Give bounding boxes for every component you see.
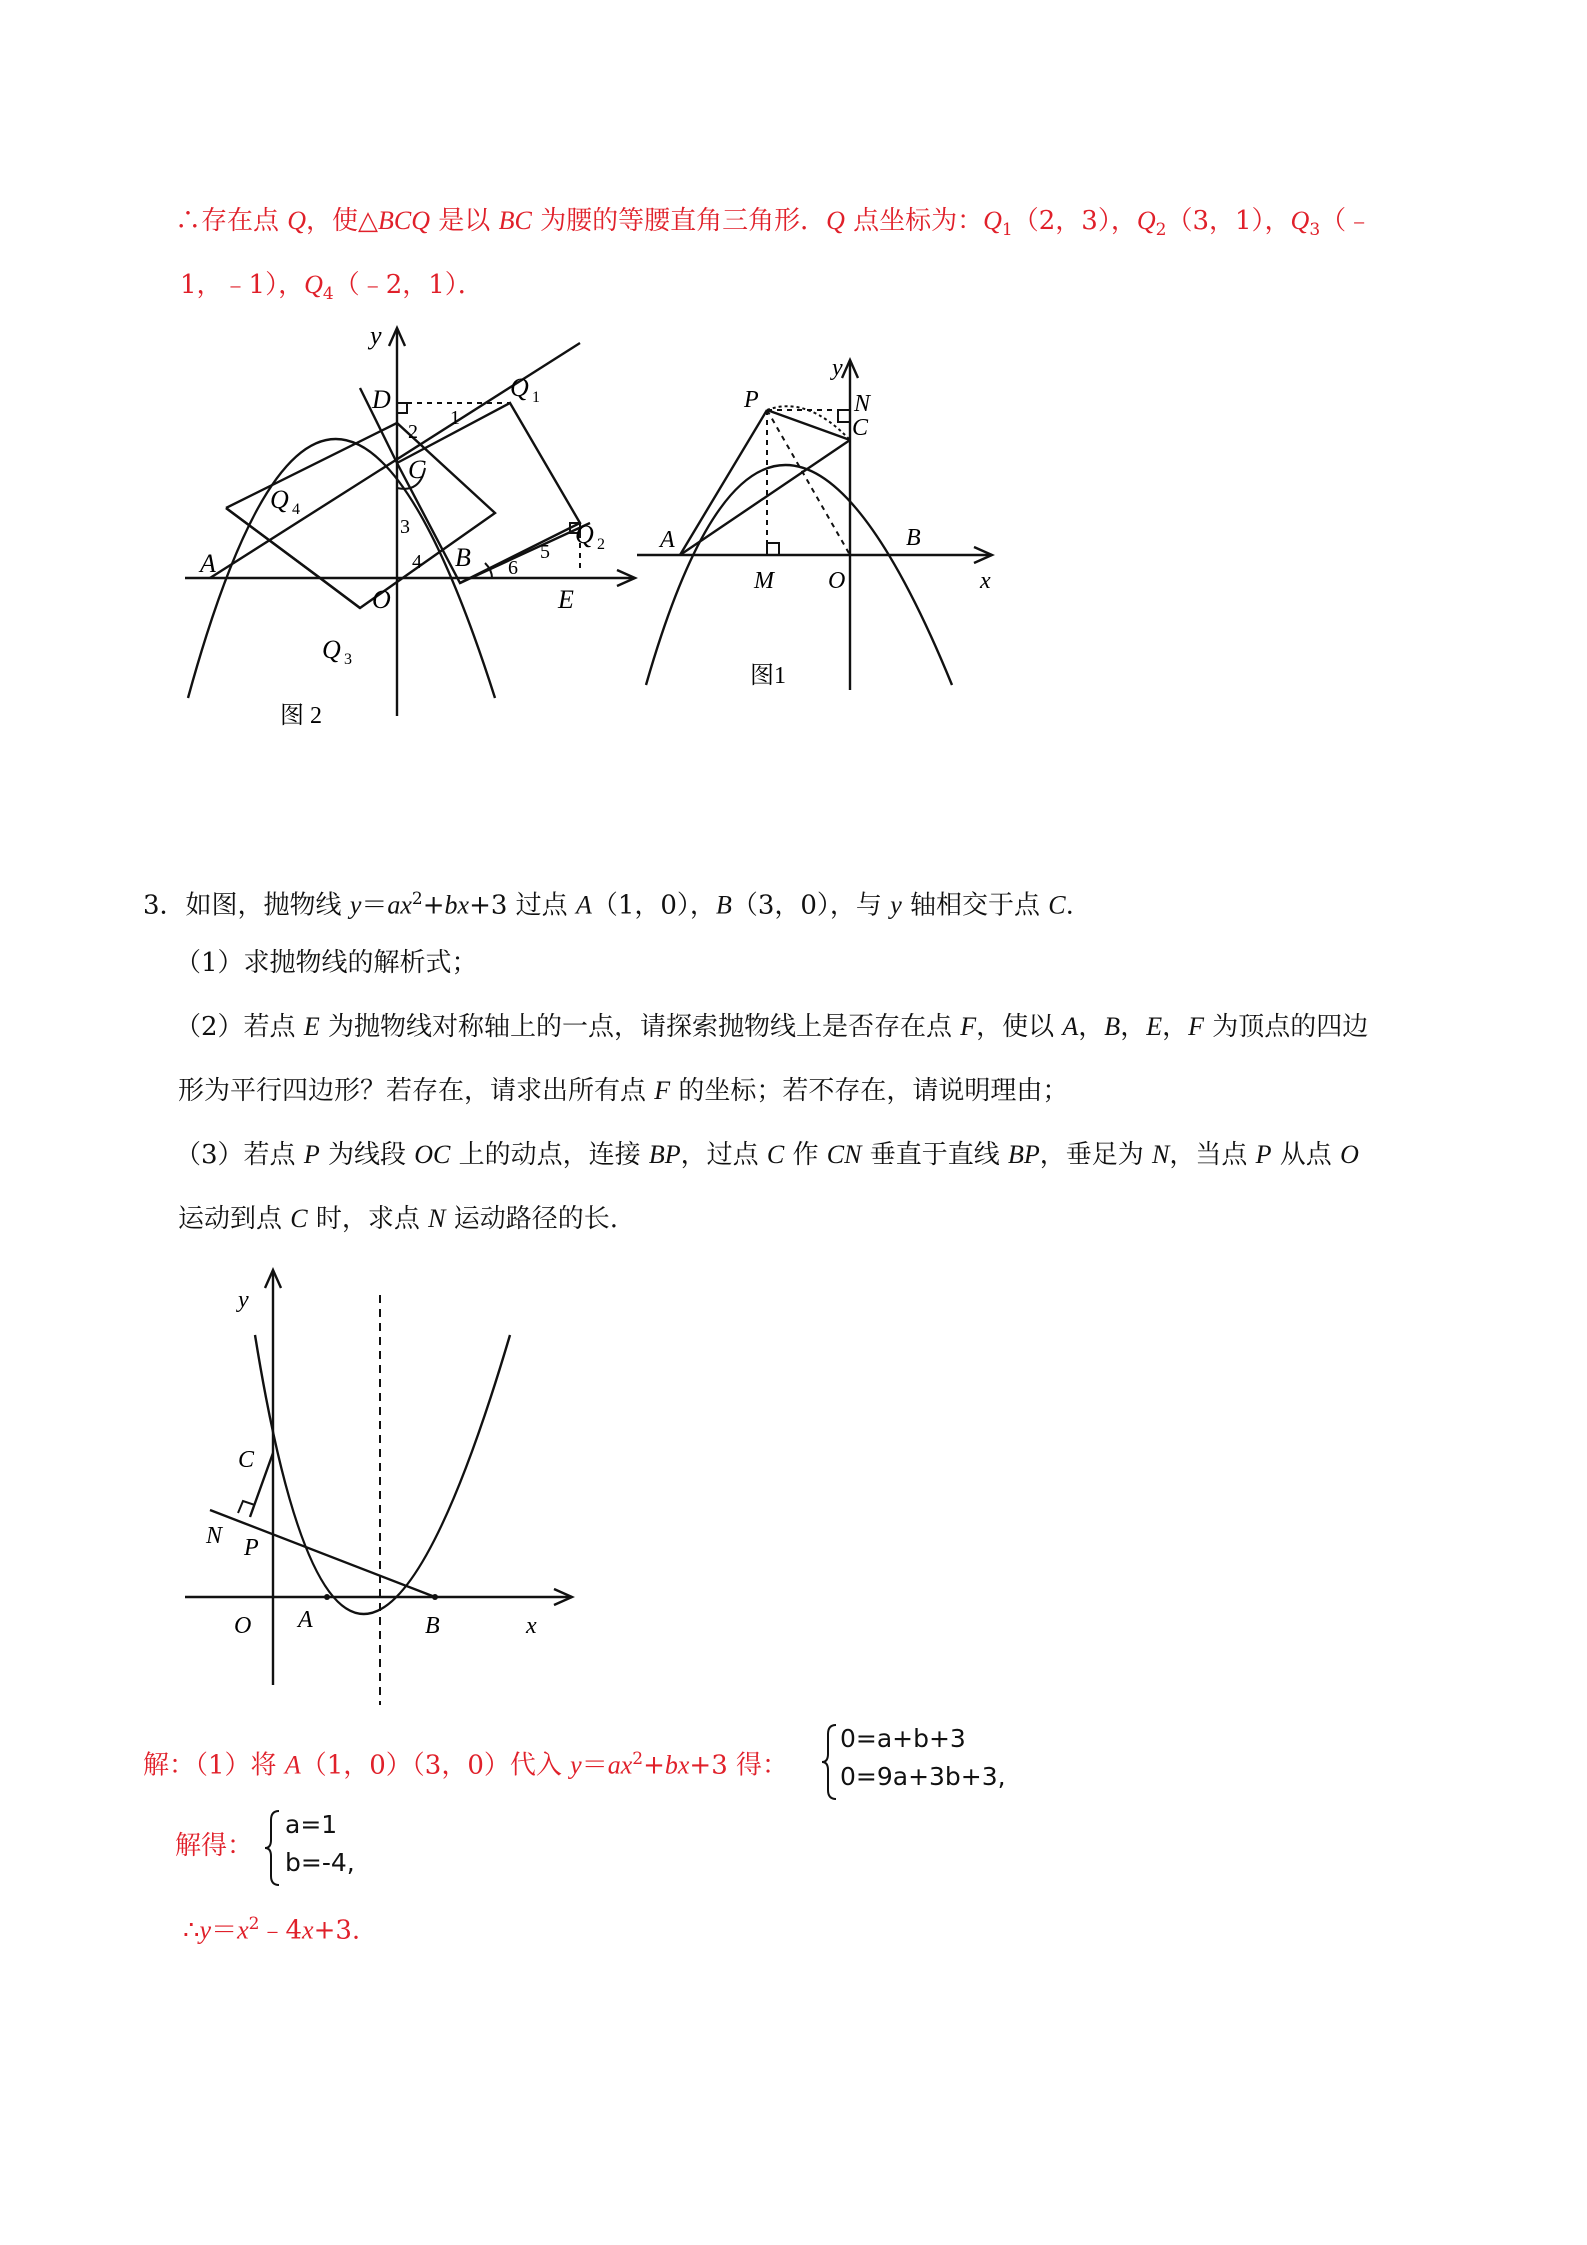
label-angle-5: 5 [540,541,550,563]
label-N: N [854,391,871,417]
label-D: D [372,385,391,414]
label-O: O [828,568,846,594]
label-Q3: Q [322,635,341,664]
label-y: y [832,355,843,381]
figure-1 [632,355,1002,695]
system-1-row-2: 0=9a+3b+3, [840,1762,1006,1791]
label-Q1: Q [510,373,529,402]
problem-3-q3-line1: （3）若点 P 为线段 OC 上的动点，连接 BP，过点 C 作 CN 垂直于直线 BP，垂足为 N，当点 P 从点 O [175,1140,1359,1170]
label-P: P [244,1535,259,1561]
label-A: A [200,549,216,578]
problem-3-q2-line1: （2）若点 E 为抛物线对称轴上的一点，请探索抛物线上是否存在点 F，使以 A，B，E，F 为顶点的四边 [175,1012,1369,1042]
system-2-row-1: a=1 [285,1810,338,1839]
label-x: x [526,1613,537,1639]
label-x: x [980,568,991,594]
figure-2 [180,318,650,738]
point-A [324,1594,330,1600]
answer-conclusion-line-2: 1，﹣1），$Q_4(﹣2$，1）． [180,270,484,305]
label-A: A [660,527,675,553]
label-M: M [754,568,774,594]
system-2-row-2: b=-4, [285,1848,355,1877]
solution-line-1: 解：（1）将 A（1，0）（3，0）代入 $y=ax^2+bx+3$ 得： [143,1749,789,1781]
label-O: O [234,1613,252,1639]
answer-conclusion-line-1: ∴存在点 Q，使△BCQ 是以 BC 为腰的等腰直角三角形．Q 点坐标为：$Q_1(2$，3），$Q_2(3$，1），$Q_3(﹣$ [175,206,1373,241]
label-angle-1: 1 [450,407,460,429]
label-C: C [238,1447,255,1473]
label-P: P [744,387,759,413]
solution-line-2: 解得： [175,1831,254,1861]
label-angle-3: 3 [400,516,410,538]
label-N: N [206,1523,223,1549]
label-angle-6: 6 [508,557,518,579]
label-Q4-sub: 4 [292,501,300,518]
label-B: B [425,1613,440,1639]
problem-3-q1: （1）求抛物线的解析式； [175,948,478,978]
label-angle-4: 4 [412,551,422,573]
label-Q3-sub: 3 [344,651,352,668]
label-C: C [852,415,869,441]
label-Q2-sub: 2 [597,536,605,553]
label-angle-2: 2 [408,421,418,443]
label-C: C [408,455,426,484]
point-B [432,1594,438,1600]
label-O: O [372,585,391,614]
label-A: A [298,1607,313,1633]
label-E: E [558,585,574,614]
figure-3 [180,1265,580,1710]
system-1-row-1: 0=a+b+3 [840,1724,966,1753]
figure-1-caption: 图1 [750,663,786,689]
label-Q2: Q [575,520,594,549]
solution-line-3: $\therefore y=x^2﹣4x+3$. [183,1914,361,1946]
label-y: y [370,321,382,350]
label-B: B [455,543,471,572]
figure-2-caption: 图 2 [280,703,322,729]
label-Q4: Q [270,485,289,514]
problem-3-stem: 3．如图，抛物线 $y=ax^2+bx+3$ 过点 A（1，0），B（3，0），与 y 轴相交于点 C. [143,889,1074,921]
problem-3-q3-line2: 运动到点 C 时，求点 N 运动路径的长. [178,1204,619,1234]
system-brace-1 [820,1722,840,1802]
problem-3-q2-line2: 形为平行四边形？若存在，请求出所有点 F 的坐标；若不存在，请说明理由； [178,1076,1069,1106]
label-y: y [238,1287,249,1313]
system-brace-2 [263,1808,283,1888]
label-Q1-sub: 1 [532,389,540,406]
label-B: B [906,525,921,551]
